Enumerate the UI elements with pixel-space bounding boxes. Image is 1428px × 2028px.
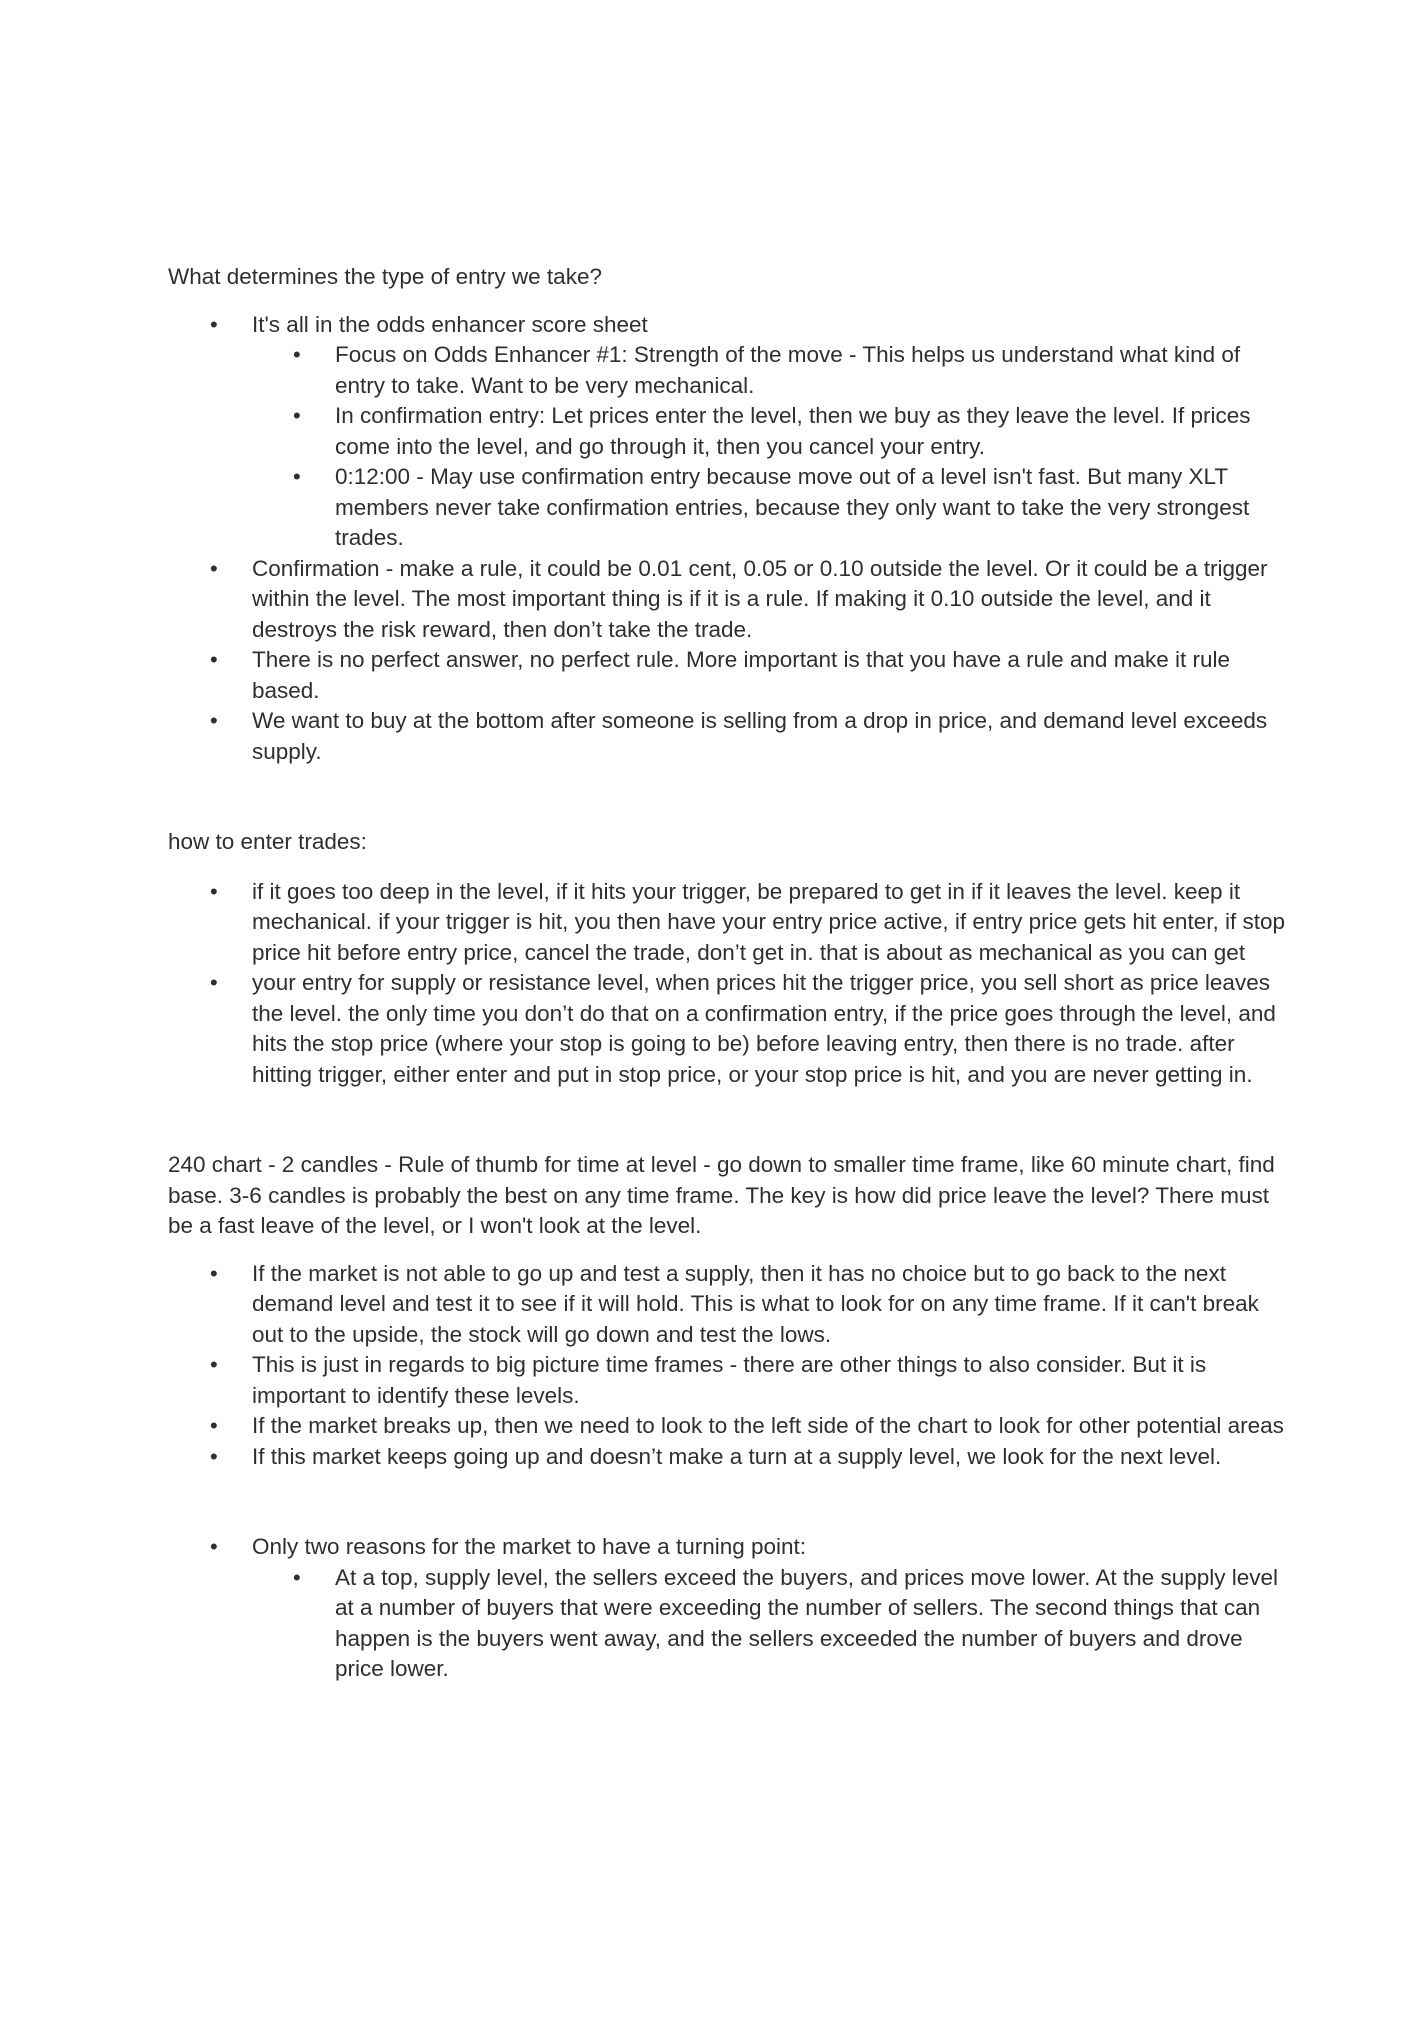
- section1-list: [168, 310, 1288, 768]
- list-item: [168, 310, 1288, 554]
- list-item: • We want to buy at the bottom after someone is selling from a drop in price, and demand level exceeds supply.: [168, 706, 1288, 767]
- list-item-text: It's all in the odds enhancer score sheet: [252, 311, 648, 337]
- list-item: • If the market is not able to go up and test a supply, then it has no choice but to go back to the next demand level and test it to see if it will hold. This is what to look for on any time frame. If it can't break out to the upside, the stock will go down and test the lows.: [168, 1259, 1288, 1351]
- list-item: [168, 1532, 1288, 1685]
- section2-heading: how to enter trades:: [168, 829, 367, 854]
- section4-sublist: [252, 1563, 1288, 1685]
- sub-list-item: • At a top, supply level, the sellers exceed the buyers, and prices move lower. At the supply level at a number of buyers that were exceeding the number of sellers. The second things that can happen is the buyers went away, and the sellers exceeded the number of buyers and drove price lower.: [252, 1563, 1288, 1685]
- section3-list: [168, 1259, 1288, 1473]
- sub-list-item: • 0:12:00 - May use confirmation entry because move out of a level isn't fast. But many XLT members never take confirmation entries, because they only want to take the very strongest trades.: [252, 462, 1288, 554]
- sub-list-item: • Focus on Odds Enhancer #1: Strength of the move - This helps us understand what kind of entry to take. Want to be very mechanical.: [252, 340, 1288, 401]
- list-item: • This is just in regards to big picture time frames - there are other things to also consider. But it is important to identify these levels.: [168, 1350, 1288, 1411]
- list-item: • your entry for supply or resistance level, when prices hit the trigger price, you sell short as price leaves the level. the only time you don’t do that on a confirmation entry, if the price goes through the level, and hits the stop price (where your stop is going to be) before leaving entry, then there is no trade. after hitting trigger, either enter and put in stop price, or your stop price is hit, and you are never getting in.: [168, 968, 1288, 1090]
- section3-paragraph: 240 chart - 2 candles - Rule of thumb for time at level - go down to smaller time frame, like 60 minute chart, find base. 3-6 candles is probably the best on any time frame. The key is how did price leave the level? There must be a fast leave of the level, or I won't look at the level.: [168, 1152, 1275, 1238]
- list-item: • Confirmation - make a rule, it could be 0.01 cent, 0.05 or 0.10 outside the level. Or it could be a trigger within the level. The most important thing is if it is a rule. If making it 0.10 outside the level, and it destroys the risk reward, then don’t take the trade.: [168, 554, 1288, 646]
- document-page: [168, 262, 1288, 1685]
- list-item-text: Only two reasons for the market to have a turning point:: [252, 1534, 807, 1559]
- list-item: • If this market keeps going up and doesn’t make a turn at a supply level, we look for the next level.: [168, 1442, 1288, 1473]
- sub-list-item: • In confirmation entry: Let prices enter the level, then we buy as they leave the level. If prices come into the level, and go through it, then you cancel your entry.: [252, 401, 1288, 462]
- section2-list: [168, 877, 1288, 1091]
- section1-heading: What determines the type of entry we take?: [168, 264, 602, 289]
- section4-list: [168, 1532, 1288, 1685]
- list-item: • There is no perfect answer, no perfect rule. More important is that you have a rule and make it rule based.: [168, 645, 1288, 706]
- list-item: • if it goes too deep in the level, if it hits your trigger, be prepared to get in if it leaves the level. keep it mechanical. if your trigger is hit, you then have your entry price active, if entry price gets hit enter, if stop price hit before entry price, cancel the trade, don’t get in. that is about as mechanical as you can get: [168, 877, 1288, 969]
- list-item: • If the market breaks up, then we need to look to the left side of the chart to look for other potential areas: [168, 1411, 1288, 1442]
- section1-sublist: [252, 340, 1288, 554]
